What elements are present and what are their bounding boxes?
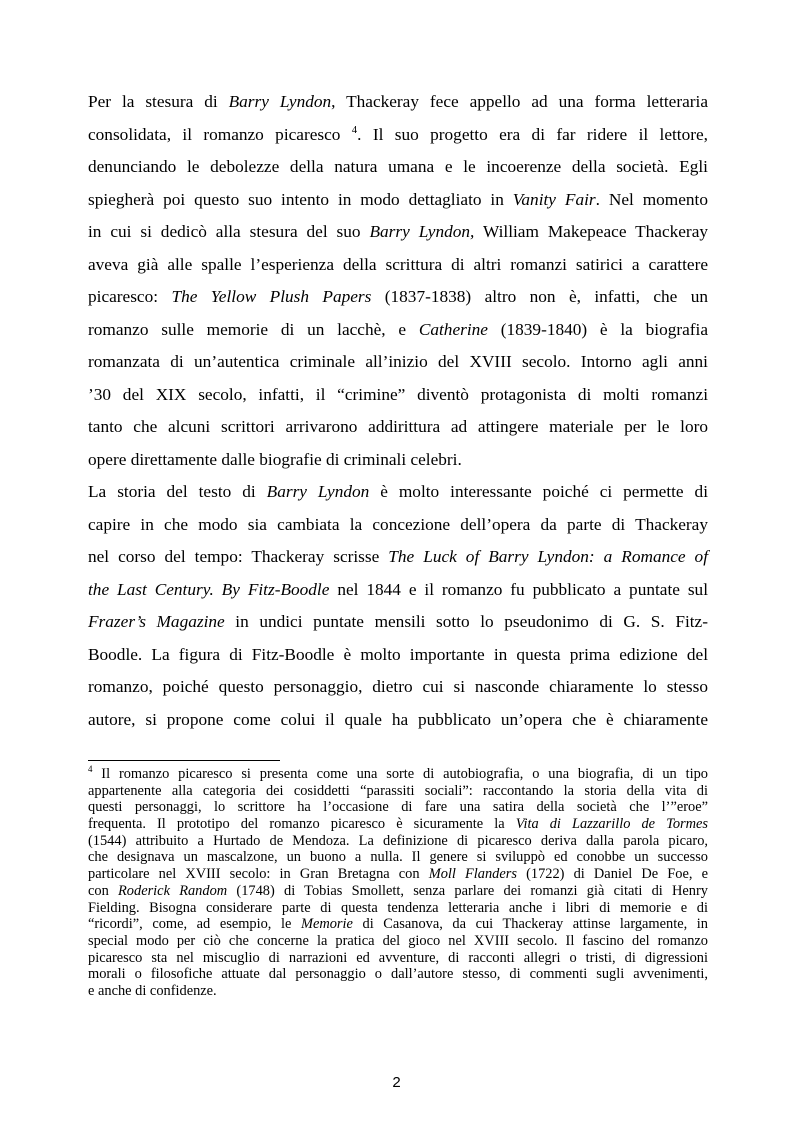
text-run: picaresco: <box>88 287 172 306</box>
text-run: (1837-1838) altro non è, infatti, che un <box>371 287 708 306</box>
text-run: La storia del testo di <box>88 482 267 501</box>
footnote-line <box>88 783 708 800</box>
text-run: special modo per ciò che concerne la pratica del gioco nel XVIII secolo. Il fascino del romanzo <box>88 932 708 949</box>
text-run: in cui si dedicò alla stesura del suo <box>88 222 370 241</box>
text-run: capire in che modo sia cambiata la concezione dell’opera da parte di Thackeray <box>88 514 708 534</box>
text-run: aveva già alle spalle l’esperienza della scrittura di altri romanzi satirici a carattere <box>88 254 708 274</box>
italic-title: Frazer’s Magazine <box>88 612 225 631</box>
footnote-line <box>88 833 708 850</box>
body-line <box>88 671 708 704</box>
italic-title: Roderick Random <box>118 882 228 899</box>
body-line <box>88 476 708 509</box>
text-run: spiegherà poi questo suo intento in modo dettagliato in <box>88 189 513 209</box>
footnote-line <box>88 933 708 950</box>
body-line <box>88 346 708 379</box>
body-line <box>88 184 708 217</box>
body-line <box>88 249 708 282</box>
italic-title: Catherine <box>418 319 488 339</box>
body-line <box>88 606 708 639</box>
text-run: (1722) di Daniel De Foe, e <box>516 866 709 883</box>
footnote-line <box>88 966 708 983</box>
body-line <box>88 411 708 444</box>
text-run: opere direttamente dalle biografie di criminali celebri. <box>88 449 462 469</box>
body-line <box>88 574 708 607</box>
footnote-line <box>88 799 708 816</box>
text-run: morali o filosofiche attuate dal personaggio o dall’autore stesso, di commenti sugli avvenimenti, <box>88 966 708 983</box>
italic-title: Barry Lyndon, <box>369 222 475 241</box>
text-run: (1748) di Tobias Smollett, senza parlare dei romanzi già citati di Henry <box>227 882 708 899</box>
text-run: romanzo sulle memorie di un lacchè, e <box>88 319 419 339</box>
text-run: autore, si propone come colui il quale ha pubblicato un’opera che è chiaramente <box>88 709 708 729</box>
text-run: . Nel momento <box>595 189 708 209</box>
body-line <box>88 509 708 542</box>
text-run: Il romanzo picaresco si presenta come una sorte di autobiografia, o una biografia, di un tipo <box>92 766 708 782</box>
text-run: tanto che alcuni scrittori arrivarono addirittura ad attingere materiale per le loro <box>88 417 708 436</box>
text-run: denunciando le debolezze della natura umana e le incoerenze della società. Egli <box>88 157 708 176</box>
text-run: che designava un mascalzone, un buono a nulla. Il genere si sviluppò ed conobbe un successo <box>88 849 708 866</box>
footnote-line <box>88 866 708 883</box>
text-run: in undici puntate mensili sotto lo pseudonimo di G. S. Fitz- <box>224 612 708 631</box>
italic-title: Barry Lyndon <box>266 482 370 501</box>
text-run: ’30 del XIX secolo, infatti, il “crimine” diventò protagonista di molti romanzi <box>88 384 708 404</box>
text-run: con <box>88 882 119 899</box>
italic-title: The Luck of Barry Lyndon: a Romance of <box>388 547 708 566</box>
text-run: appartenente alla categoria dei cosiddetti “parassiti sociali”: raccontando la storia della vita di <box>88 782 708 799</box>
text-run: romanzata di un’autentica criminale all’inizio del XVIII secolo. Intorno agli anni <box>88 352 708 371</box>
footnote-line <box>88 916 708 933</box>
text-run: consolidata, il romanzo picaresco <box>88 124 352 144</box>
text-run: “ricordi”, come, ad esempio, le <box>88 916 301 933</box>
italic-title: Memorie <box>300 916 353 933</box>
text-run: romanzo, poiché questo personaggio, dietro cui si nasconde chiaramente lo stesso <box>88 677 708 696</box>
italic-title: Barry Lyndon <box>228 92 332 111</box>
body-line <box>88 541 708 574</box>
text-run: . Il suo progetto era di far ridere il lettore, <box>357 124 708 144</box>
text-run: , Thackeray fece appello ad una forma letteraria <box>331 92 709 111</box>
text-run: William Makepeace Thackeray <box>474 222 708 241</box>
text-run: (1839-1840) è la biografia <box>487 319 709 339</box>
footnote-line <box>88 883 708 900</box>
body-line <box>88 639 708 672</box>
italic-title: Moll Flanders <box>428 866 517 883</box>
footnote-line <box>88 766 708 783</box>
body-line <box>88 119 708 152</box>
footnote-line <box>88 849 708 866</box>
italic-title: the Last Century. By Fitz-Boodle <box>88 579 330 599</box>
text-run: picaresco sta nel miscuglio di narrazioni ed avventure, di racconti allegri o tristi, di digressioni <box>88 949 708 966</box>
body-line <box>88 151 708 184</box>
body-line <box>88 704 708 737</box>
text-run: nel 1844 e il romanzo fu pubblicato a puntate sul <box>329 579 708 599</box>
body-line <box>88 379 708 412</box>
text-run: nel corso del tempo: Thackeray scrisse <box>88 547 389 566</box>
body-line <box>88 444 708 477</box>
footnote-line <box>88 900 708 917</box>
footnote-separator <box>88 760 280 761</box>
body-line <box>88 314 708 347</box>
footnote-line <box>88 983 708 1000</box>
body-text <box>88 86 708 736</box>
footnote-marker: 4 <box>88 764 93 775</box>
body-line <box>88 216 708 249</box>
italic-title: Vanity Fair <box>512 189 596 209</box>
italic-title: Vita di Lazzarillo de Tormes <box>515 816 708 833</box>
body-line <box>88 86 708 119</box>
footnote-marker: 4 <box>351 123 358 136</box>
italic-title: The Yellow Plush Papers <box>171 287 372 306</box>
text-run: questi personaggi, lo scrittore ha l’occasione di fare una satira della società che l’”eroe” <box>88 799 708 816</box>
text-run: particolare nel XVIII secolo: in Gran Bretagna con <box>88 866 429 883</box>
text-run: Per la stesura di <box>88 92 229 111</box>
footnote <box>88 766 708 1000</box>
text-run: è molto interessante poiché ci permette di <box>369 482 709 501</box>
body-line <box>88 281 708 314</box>
footnote-line <box>88 816 708 833</box>
footnote-line <box>88 950 708 967</box>
text-run: e anche di confidenze. <box>88 982 217 999</box>
text-run: (1544) attribuito a Hurtado de Mendoza. La definizione di picaresco deriva dalla parola picaro, <box>88 832 708 849</box>
text-run: Boodle. La figura di Fitz-Boodle è molto importante in questa prima edizione del <box>88 644 708 664</box>
text-run: Fielding. Bisogna considerare parte di questa tendenza letteraria anche i libri di memorie e di <box>88 899 708 916</box>
text-run: di Casanova, da cui Thackeray attinse largamente, in <box>352 916 708 933</box>
text-run: frequenta. Il prototipo del romanzo picaresco è sicuramente la <box>88 816 516 833</box>
page-number: 2 <box>392 1074 401 1091</box>
